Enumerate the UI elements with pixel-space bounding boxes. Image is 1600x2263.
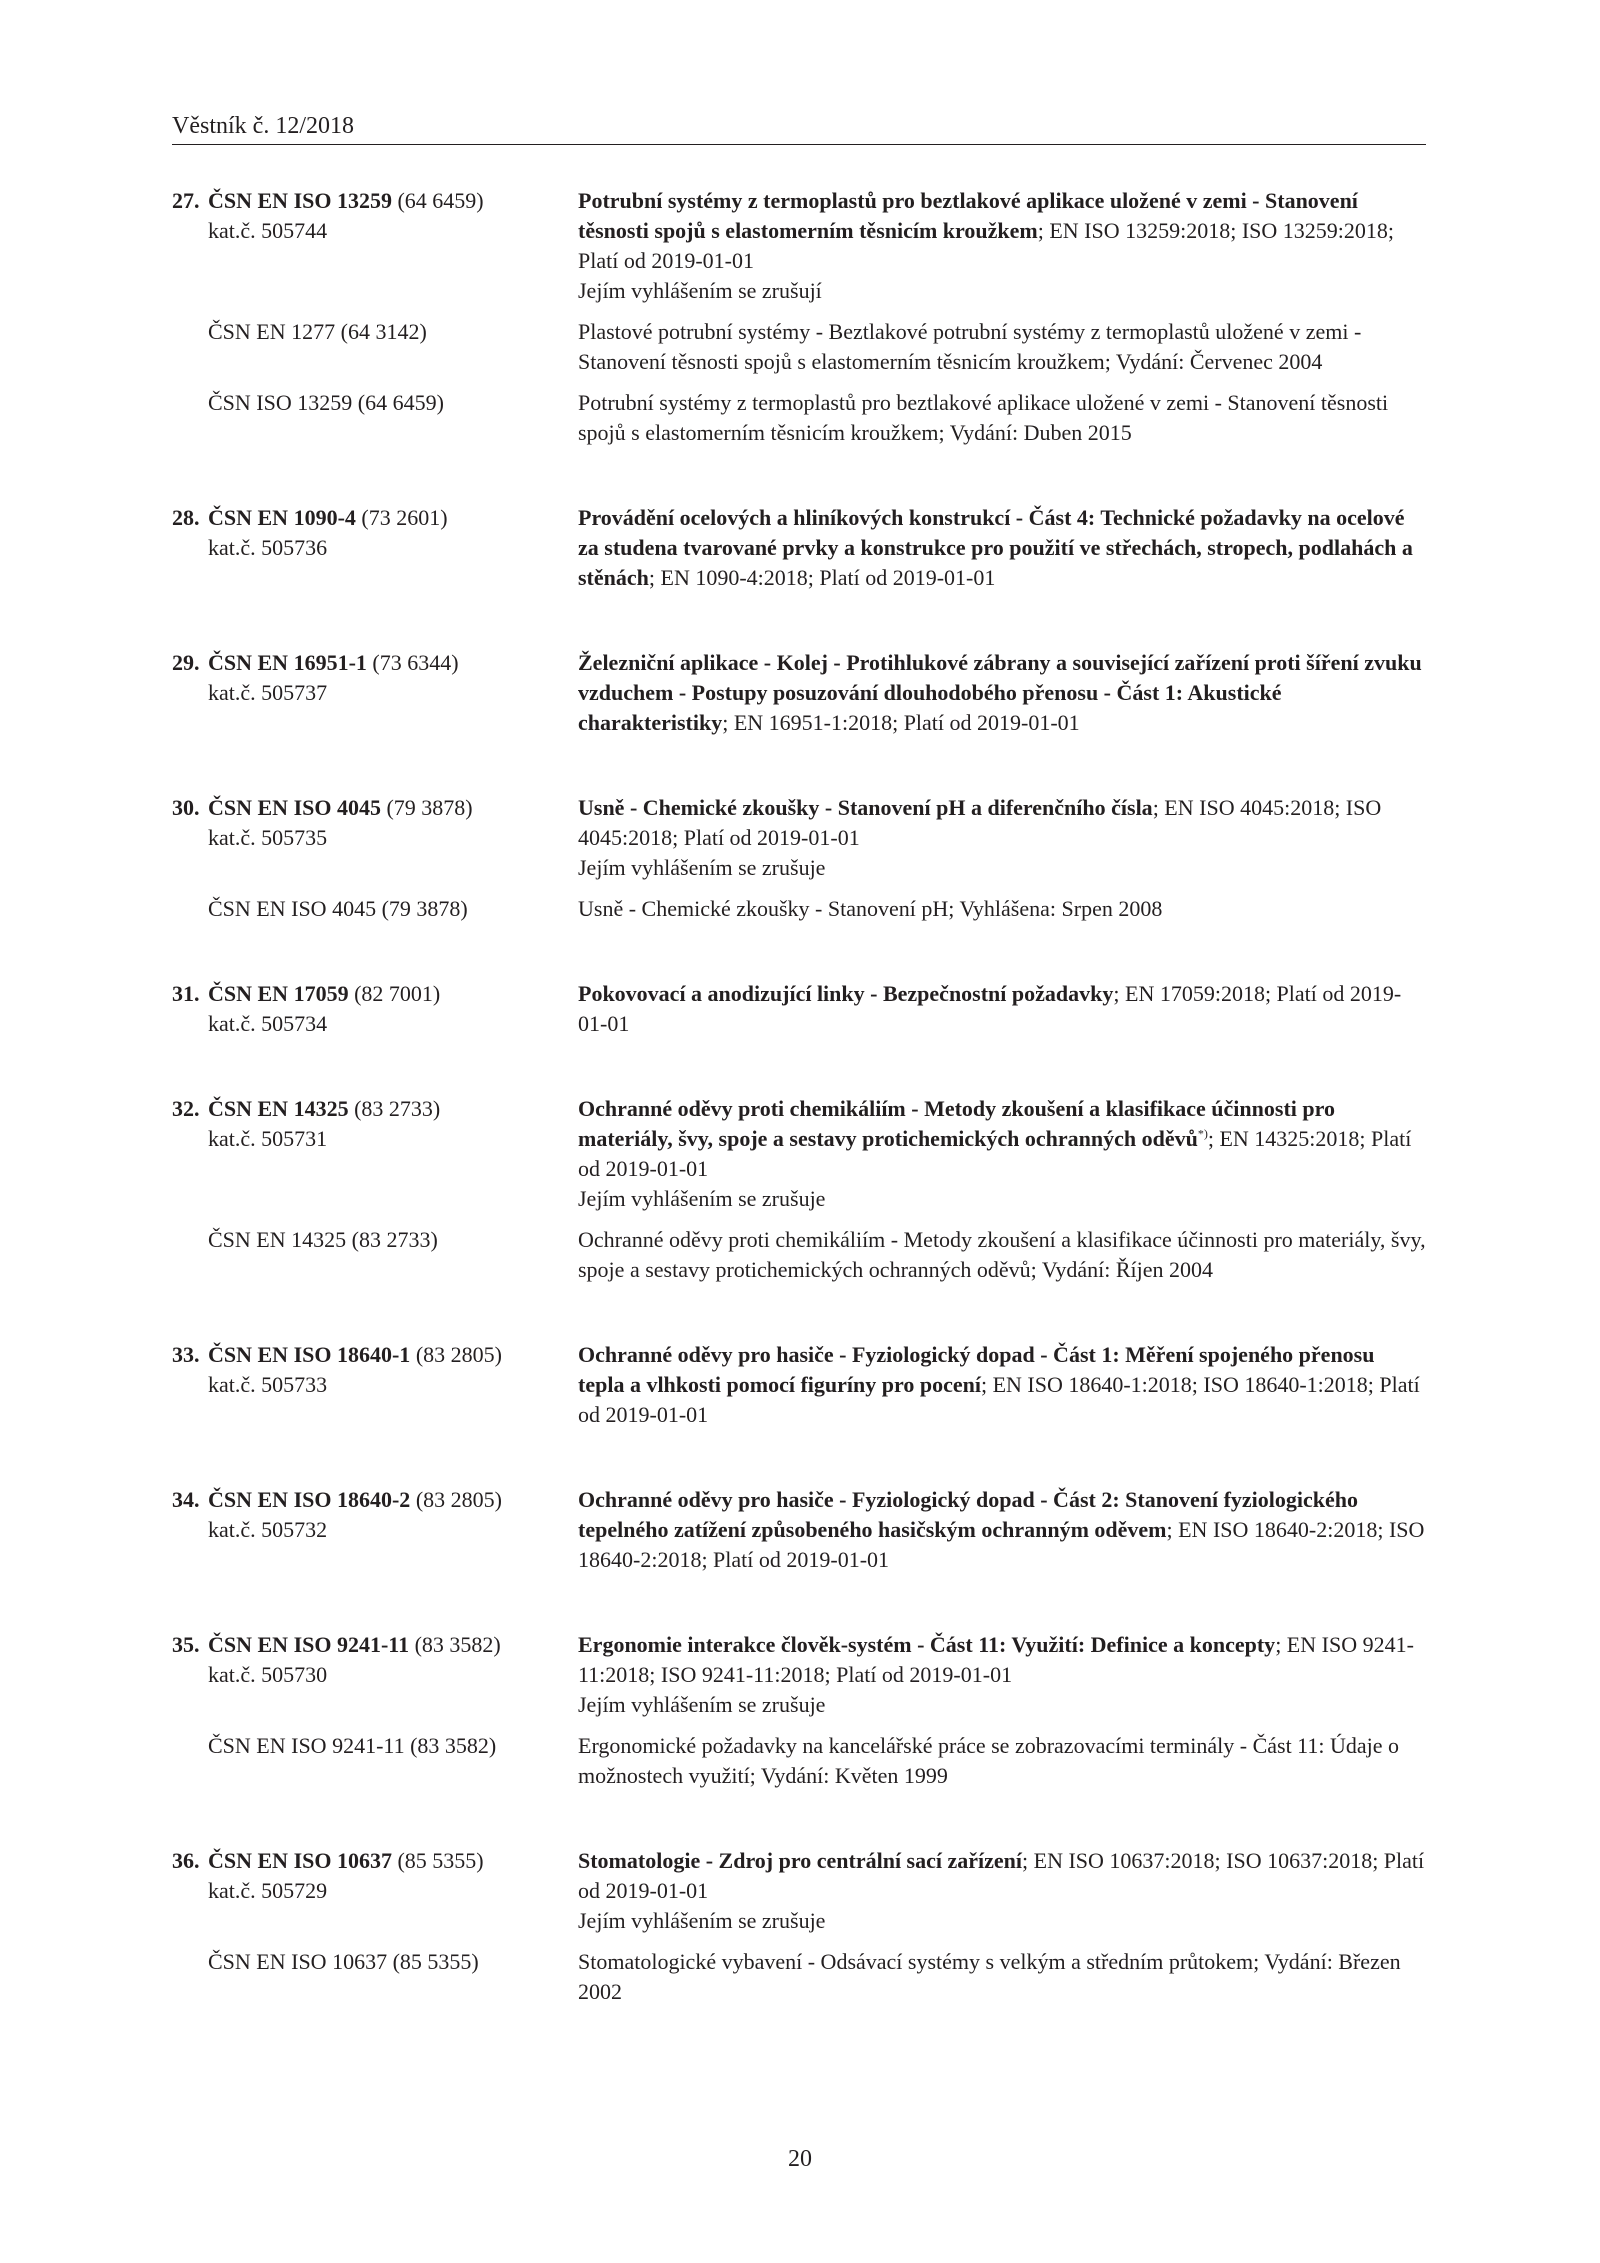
replaced-standard-row [172,1225,1426,1285]
replaced-standard-code: ČSN ISO 13259 (64 6459) [208,390,444,415]
catalog-number: kat.č. 505737 [208,680,328,705]
catalog-number: kat.č. 505734 [208,1011,328,1036]
standard-code: ČSN EN 14325 [208,1096,349,1121]
standard-identifier [172,1630,578,1720]
replaced-standard-row [172,388,1426,448]
replaced-standard-text: Plastové potrubní systémy - Beztlakové potrubní systémy z termoplastů uložené v zemi - Stanovení těsnosti spojů s elastomerním těsnicím kroužkem; Vydání: Červenec 2004 [578,319,1362,374]
standard-description [578,648,1426,738]
standard-entry [172,1094,1426,1285]
standard-main-row [172,503,1426,593]
standard-title: Provádění ocelových a hliníkových konstrukcí - Část 4: Technické požadavky na ocelové za studena tvarované prvky a konstrukce pro použití ve střechách, stropech, podlahách a stěnách [578,505,1413,590]
withdrawal-note: Jejím vyhlášením se zrušuje [578,1692,826,1717]
catalog-number: kat.č. 505733 [208,1372,328,1397]
withdrawal-note: Jejím vyhlášením se zrušuje [578,1908,826,1933]
replaced-standard-code: ČSN EN ISO 9241-11 (83 3582) [208,1733,497,1758]
standard-identifier [172,979,578,1039]
catalog-number: kat.č. 505730 [208,1662,328,1687]
standard-main-row [172,979,1426,1039]
standard-details: ; EN ISO 13259:2018; ISO 13259:2018; Platí od 2019-01-01 [578,218,1395,273]
standard-identifier [172,186,578,306]
standard-identifier [172,1094,578,1214]
standard-title: Potrubní systémy z termoplastů pro beztlakové aplikace uložené v zemi - Stanovení těsnosti spojů s elastomerním těsnicím kroužkem [578,188,1358,243]
standard-identifier [172,1340,578,1430]
standard-code: ČSN EN ISO 9241-11 [208,1632,410,1657]
classification-code: (83 2805) [410,1487,502,1512]
standard-entry [172,1340,1426,1430]
standard-title: Pokovovací a anodizující linky - Bezpečnostní požadavky [578,981,1114,1006]
replaced-standard-row [172,1947,1426,2007]
page-header [172,110,1426,145]
entry-number: 29. [172,650,200,675]
classification-code: (83 2733) [348,1096,441,1121]
standard-description [578,1094,1426,1214]
entry-number: 28. [172,505,200,530]
standard-entry [172,503,1426,593]
replaced-standard-text: Ochranné oděvy proti chemikáliím - Metody zkoušení a klasifikace účinnosti pro materiály, švy, spoje a sestavy protichemických ochranných oděvů; Vydání: Říjen 2004 [578,1227,1426,1282]
replaced-standard-code: ČSN EN ISO 4045 (79 3878) [208,896,468,921]
standard-details: ; EN ISO 9241-11:2018; ISO 9241-11:2018; Platí od 2019-01-01 [578,1632,1414,1687]
classification-code: (64 6459) [391,188,484,213]
standards-list [172,186,1426,2062]
replaced-standard-text: Ergonomické požadavky na kancelářské práce se zobrazovacími terminály - Část 11: Údaje o možnostech využití; Vydání: Květen 1999 [578,1733,1400,1788]
standard-identifier [172,503,578,593]
standard-entry [172,979,1426,1039]
standard-main-row [172,186,1426,306]
standard-identifier [172,793,578,883]
classification-code: (83 2805) [410,1342,502,1367]
standard-description [578,1485,1426,1575]
standard-code: ČSN EN ISO 18640-2 [208,1487,411,1512]
standard-description [578,793,1426,883]
standard-entry [172,1630,1426,1791]
classification-code: (82 7001) [348,981,441,1006]
replaced-standard-row [172,317,1426,377]
withdrawal-note: Jejím vyhlášením se zrušuje [578,1186,826,1211]
standard-description [578,1630,1426,1720]
classification-code: (73 2601) [355,505,448,530]
standard-main-row [172,793,1426,883]
standard-description [578,1340,1426,1430]
standard-details: ; EN ISO 18640-2:2018; ISO 18640-2:2018; Platí od 2019-01-01 [578,1517,1425,1572]
catalog-number: kat.č. 505736 [208,535,328,560]
withdrawal-note: Jejím vyhlášením se zrušují [578,278,822,303]
standard-code: ČSN EN 17059 [208,981,349,1006]
replaced-standard-code: ČSN EN ISO 10637 (85 5355) [208,1949,479,1974]
standard-code: ČSN EN ISO 4045 [208,795,381,820]
standard-title: Ochranné oděvy pro hasiče - Fyziologický dopad - Část 1: Měření spojeného přenosu tepla a vlhkosti pomocí figuríny pro pocení [578,1342,1375,1397]
standard-main-row [172,1340,1426,1430]
catalog-number: kat.č. 505731 [208,1126,328,1151]
entry-number: 32. [172,1096,200,1121]
standard-details: ; EN 14325:2018; Platí od 2019-01-01 [578,1126,1412,1181]
standard-code: ČSN EN ISO 13259 [208,188,392,213]
replaced-standard-text: Stomatologické vybavení - Odsávací systémy s velkým a středním průtokem; Vydání: Březen 2002 [578,1949,1401,2004]
withdrawal-note: Jejím vyhlášením se zrušuje [578,855,826,880]
standard-main-row [172,1630,1426,1720]
standard-entry [172,648,1426,738]
catalog-number: kat.č. 505744 [208,218,328,243]
entry-number: 31. [172,981,200,1006]
standard-identifier [172,1485,578,1575]
standard-title: Ochranné oděvy proti chemikáliím - Metody zkoušení a klasifikace účinnosti pro materiály, švy, spoje a sestavy protichemických ochranných oděvů [578,1096,1335,1151]
standard-main-row [172,648,1426,738]
replaced-standard-code: ČSN EN 1277 (64 3142) [208,319,427,344]
catalog-number: kat.č. 505732 [208,1517,328,1542]
standard-description [578,186,1426,306]
entry-number: 34. [172,1487,200,1512]
standard-description [578,979,1426,1039]
standard-main-row [172,1094,1426,1214]
standard-code: ČSN EN 16951-1 [208,650,367,675]
standard-entry [172,793,1426,924]
standard-title: Ochranné oděvy pro hasiče - Fyziologický dopad - Část 2: Stanovení fyziologického tepelného zatížení způsobeného hasičským ochranným oděvem [578,1487,1358,1542]
standard-identifier [172,648,578,738]
standard-description [578,1846,1426,1936]
standard-details: ; EN 1090-4:2018; Platí od 2019-01-01 [648,565,996,590]
classification-code: (85 5355) [391,1848,484,1873]
standard-details: ; EN ISO 18640-1:2018; ISO 18640-1:2018; Platí od 2019-01-01 [578,1372,1420,1427]
standard-main-row [172,1846,1426,1936]
replaced-standard-text: Potrubní systémy z termoplastů pro beztlakové aplikace uložené v zemi - Stanovení těsnosti spojů s elastomerním těsnicím kroužkem; Vydání: Duben 2015 [578,390,1389,445]
standard-description [578,503,1426,593]
standard-entry [172,1846,1426,2007]
standard-details: ; EN ISO 4045:2018; ISO 4045:2018; Platí od 2019-01-01 [578,795,1382,850]
standard-entry [172,186,1426,448]
standard-identifier [172,1846,578,1936]
standard-details: ; EN 17059:2018; Platí od 2019-01-01 [578,981,1402,1036]
standard-title: Železniční aplikace - Kolej - Protihlukové zábrany a související zařízení proti šíření zvuku vzduchem - Postupy posuzování dlouhodobého přenosu - Část 1: Akustické charakteristiky [578,650,1422,735]
entry-number: 33. [172,1342,200,1367]
entry-number: 35. [172,1632,200,1657]
entry-number: 36. [172,1848,200,1873]
page-number: 20 [788,2146,812,2172]
page-footer [0,2146,1600,2173]
catalog-number: kat.č. 505729 [208,1878,328,1903]
standard-code: ČSN EN ISO 18640-1 [208,1342,411,1367]
catalog-number: kat.č. 505735 [208,825,328,850]
standard-details: ; EN 16951-1:2018; Platí od 2019-01-01 [722,710,1080,735]
standard-code: ČSN EN ISO 10637 [208,1848,392,1873]
standard-entry [172,1485,1426,1575]
classification-code: (79 3878) [380,795,473,820]
standard-title: Ergonomie interakce člověk-systém - Část 11: Využití: Definice a koncepty [578,1632,1276,1657]
replaced-standard-text: Usně - Chemické zkoušky - Stanovení pH; Vyhlášena: Srpen 2008 [578,896,1163,921]
classification-code: (83 3582) [409,1632,501,1657]
replaced-standard-row [172,894,1426,924]
standard-code: ČSN EN 1090-4 [208,505,356,530]
standard-main-row [172,1485,1426,1575]
journal-issue-title: Věstník č. 12/2018 [172,113,354,139]
footnote-marker: *) [1197,1126,1208,1141]
standard-title: Usně - Chemické zkoušky - Stanovení pH a diferenčního čísla [578,795,1153,820]
standard-title: Stomatologie - Zdroj pro centrální sací zařízení [578,1848,1023,1873]
replaced-standard-code: ČSN EN 14325 (83 2733) [208,1227,438,1252]
entry-number: 30. [172,795,200,820]
entry-number: 27. [172,188,200,213]
classification-code: (73 6344) [366,650,459,675]
replaced-standard-row [172,1731,1426,1791]
standard-details: ; EN ISO 10637:2018; ISO 10637:2018; Platí od 2019-01-01 [578,1848,1425,1903]
